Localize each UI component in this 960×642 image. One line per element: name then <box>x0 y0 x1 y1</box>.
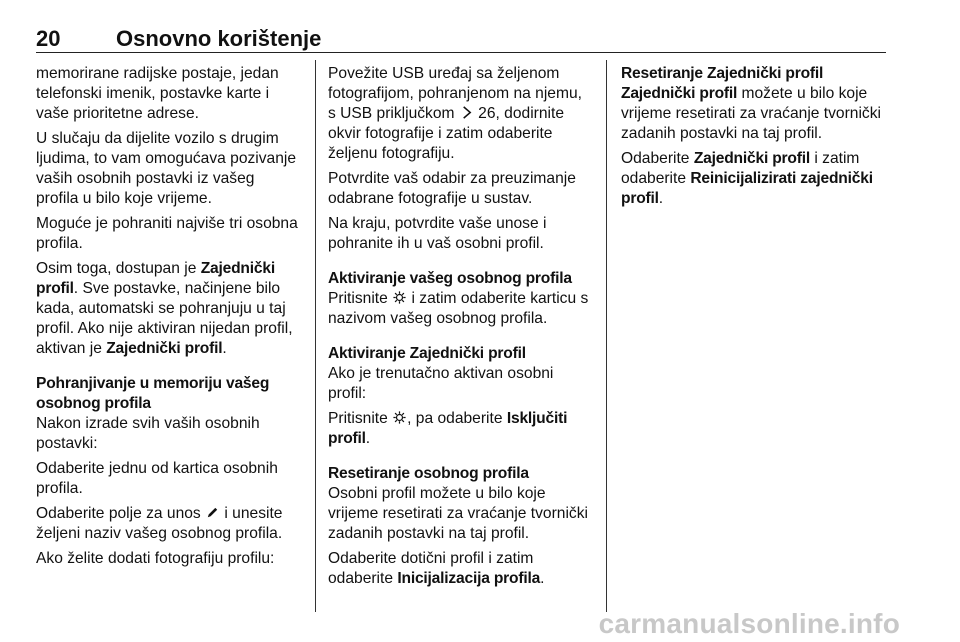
column-divider <box>606 60 607 612</box>
paragraph: Osobni profil možete u bilo koje vrijeme resetirati za vraćanje tvornički zadanih postavki na taj profil. <box>328 485 588 542</box>
paragraph: Na kraju, potvrdite vaše unose i pohranite ih u vaš osobni profil. <box>328 215 547 252</box>
profile-settings-icon <box>392 410 407 425</box>
paragraph <box>328 409 592 449</box>
column-divider <box>315 60 316 612</box>
text: možete u bilo koje vrijeme resetirati za vraćanje tvornički zadanih postavki na taj profil. <box>621 85 881 142</box>
text: Odaberite polje za unos <box>36 505 206 522</box>
text: Pritisnite <box>328 290 393 307</box>
page-title: Osnovno korištenje <box>116 26 322 51</box>
keyword: Zajednički profil <box>106 340 223 357</box>
text: Pritisnite <box>328 410 393 427</box>
paragraph <box>621 84 891 144</box>
keyword: Isključiti profil <box>328 410 568 447</box>
paragraph <box>328 549 592 589</box>
text: . Sve postavke, načinjene bilo kada, automatski se pohranjuju u taj profil. Ako nije aktiviran nijedan profil, aktivan je <box>36 280 293 357</box>
section-heading: Pohranjivanje u memoriju vašeg osobnog profila <box>36 375 270 412</box>
page-number: 20 <box>36 26 61 51</box>
paragraph <box>621 149 891 209</box>
paragraph: Moguće je pohraniti najviše tri osobna profila. <box>36 215 298 252</box>
keyword: Reinicijalizirati zajednički profil <box>621 170 873 207</box>
keyword: Zajednički profil <box>36 260 275 297</box>
watermark: carmanualsonline.info <box>598 608 900 639</box>
paragraph: memorirane radijske postaje, jedan telefonski imenik, postavke karte i vaše prioritetne adrese. <box>36 65 279 122</box>
text: . <box>222 340 227 357</box>
paragraph <box>328 64 592 164</box>
text: . <box>540 570 545 587</box>
section-heading: Resetiranje Zajednički profil <box>621 65 824 82</box>
paragraph: Nakon izrade svih vaših osobnih postavki: <box>36 415 260 452</box>
text: i zatim odaberite karticu s nazivom vašeg osobnog profila. <box>328 290 589 327</box>
text: Osim toga, dostupan je <box>36 260 201 277</box>
text: Odaberite <box>621 150 694 167</box>
text: Odaberite dotični profil i zatim odaberite <box>328 550 534 587</box>
paragraph: Ako želite dodati fotografiju profilu: <box>36 550 275 567</box>
text: , pa odaberite <box>407 410 507 427</box>
keyword: Inicijalizacija profila <box>397 570 541 587</box>
paragraph <box>36 259 300 359</box>
paragraph: Odaberite jednu od kartica osobnih profila. <box>36 460 278 497</box>
keyword: Zajednički profil <box>621 85 738 102</box>
paragraph: Ako je trenutačno aktivan osobni profil: <box>328 365 554 402</box>
column-2 <box>328 64 592 594</box>
pencil-icon <box>205 505 220 520</box>
section-heading: Resetiranje osobnog profila <box>328 465 529 482</box>
paragraph <box>36 504 300 544</box>
section-heading: Aktiviranje vašeg osobnog profila <box>328 270 572 287</box>
text: Povežite USB uređaj sa željenom fotografijom, pohranjenom na njemu, s USB priključkom <box>328 65 582 122</box>
column-3 <box>621 64 891 214</box>
text: . <box>658 190 664 207</box>
column-1 <box>36 64 300 574</box>
text: i zatim odaberite <box>621 150 860 187</box>
text: . <box>365 430 371 447</box>
arrow-reference-icon <box>459 105 474 120</box>
text: i unesite željeni naziv vašeg osobnog profila. <box>36 505 283 542</box>
profile-settings-icon <box>392 290 407 305</box>
section-heading: Aktiviranje Zajednički profil <box>328 345 526 362</box>
text: 26, dodirnite okvir fotografije i zatim odaberite željenu fotografiju. <box>328 105 565 162</box>
keyword: Zajednički profil <box>693 150 811 167</box>
paragraph: Potvrdite vaš odabir za preuzimanje odabrane fotografije u sustav. <box>328 170 576 207</box>
paragraph <box>328 289 592 329</box>
paragraph: U slučaju da dijelite vozilo s drugim ljudima, to vam omogućava pozivanje vaših osobnih postavki iz vašeg profila u bilo koje vrijeme. <box>36 130 297 207</box>
page-header <box>36 26 886 53</box>
